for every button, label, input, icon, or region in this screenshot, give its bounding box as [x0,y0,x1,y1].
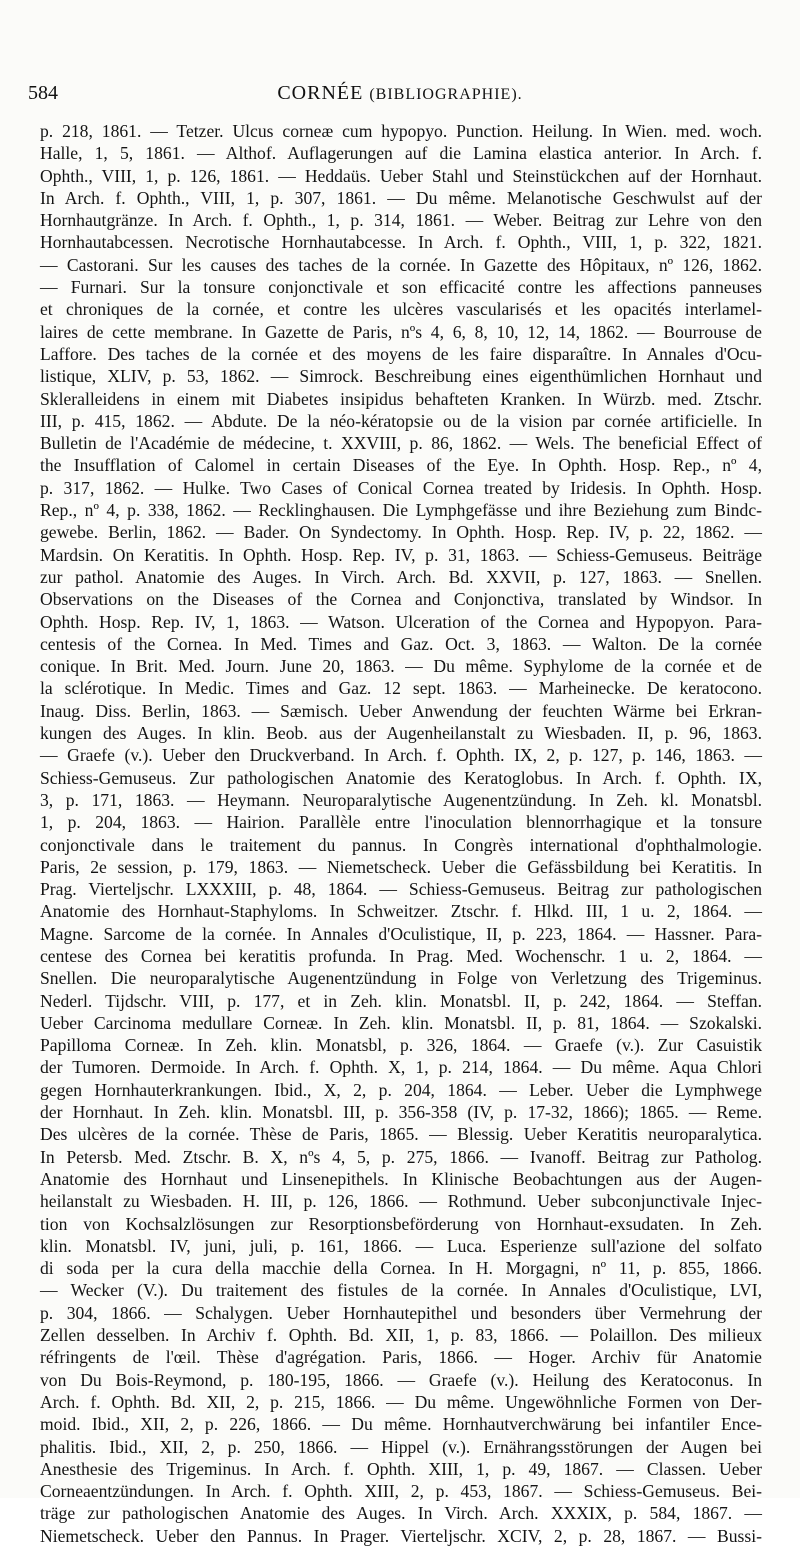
text-line: Prag. Vierteljschr. LXXXIII, p. 48, 1864. — Schiess-Gemuseus. Beitrag zur pathologischen [40,879,762,900]
text-line: conjonctivale dans le traitement du pannus. In Congrès international d'ophthalmologie. [40,834,762,855]
text-line: di soda per la cura della macchie della Cornea. In H. Morgagni, nº 11, p. 855, 1866. [40,1258,762,1279]
text-line: In Petersb. Med. Ztschr. B. X, nºs 4, 5, p. 275, 1866. — Ivanoff. Beitrag zur Patholog. [40,1146,762,1167]
text-line: kungen des Auges. In klin. Beob. aus der Augenheilanstalt zu Wiesbaden. II, p. 96, 1863. [40,723,762,744]
text-line: réfringents de l'œil. Thèse d'agrégation. Paris, 1866. — Hoger. Archiv für Anatomie [40,1347,762,1368]
text-line: Hornhautabcessen. Necrotische Hornhautabcesse. In Arch. f. Ophth., VIII, 1, p. 322, 1821. [40,232,762,253]
text-line: Laffore. Des taches de la cornée et des moyens de les faire disparaître. In Annales d'Ocu- [40,343,762,364]
bibliography-text [40,120,762,1547]
text-line: Paris, 2e session, p. 179, 1863. — Niemetscheck. Ueber die Gefässbildung bei Keratitis. In [40,856,762,877]
text-line: Hornhautgränze. In Arch. f. Ophth., 1, p. 314, 1861. — Weber. Beitrag zur Lehre von den [40,210,762,231]
text-line: heilanstalt zu Wiesbaden. H. III, p. 126, 1866. — Rothmund. Ueber subconjunctivale Injec- [40,1191,762,1212]
running-head-title: CORNÉE [277,82,364,104]
text-line: p. 317, 1862. — Hulke. Two Cases of Conical Cornea treated by Iridesis. In Ophth. Hosp. [40,477,762,498]
text-line: centese des Cornea bei keratitis profunda. In Prag. Med. Wochenschr. 1 u. 2, 1864. — [40,945,762,966]
text-line: Corneaentzündungen. In Arch. f. Ophth. XIII, 2, p. 453, 1867. — Schiess-Gemuseus. Bei- [40,1481,762,1502]
text-line: Mardsin. On Keratitis. In Ophth. Hosp. Rep. IV, p. 31, 1863. — Schiess-Gemuseus. Beiträge [40,544,762,565]
text-line: Ophth. Hosp. Rep. IV, 1, 1863. — Watson. Ulceration of the Cornea and Hypopyon. Para- [40,611,762,632]
text-line: Anatomie des Hornhaut-Staphyloms. In Schweitzer. Ztschr. f. Hlkd. III, 1 u. 2, 1864. — [40,901,762,922]
text-line: Snellen. Die neuroparalytische Augenentzündung in Folge von Verletzung des Trigeminus. [40,968,762,989]
text-line: laires de cette membrane. In Gazette de Paris, nºs 4, 6, 8, 10, 12, 14, 1862. — Bourrouse de [40,321,762,342]
text-line: Papilloma Corneæ. In Zeh. klin. Monatsbl, p. 326, 1864. — Graefe (v.). Zur Casuistik [40,1035,762,1056]
text-line: listique, XLIV, p. 53, 1862. — Simrock. Beschreibung eines eigenthümlichen Hornhaut und [40,366,762,387]
text-line: Skleralleidens in einem mit Diabetes insipidus behafteten Kranken. In Würzb. med. Ztschr. [40,388,762,409]
text-line: träge zur pathologischen Anatomie des Auges. In Virch. Arch. XXXIX, p. 584, 1867. — [40,1503,762,1524]
text-line: p. 218, 1861. — Tetzer. Ulcus corneæ cum hypopyo. Punction. Heilung. In Wien. med. woch. [40,121,762,141]
text-line: — Furnari. Sur la tonsure conjonctivale et son efficacité contre les affections panneuses [40,277,762,298]
running-head [28,82,772,105]
text-line: Rep., nº 4, p. 338, 1862. — Recklinghausen. Die Lymphgefässe und ihre Beziehung zum Bindc- [40,500,762,521]
text-line: Nederl. Tijdschr. VIII, p. 177, et in Zeh. klin. Monatsbl. II, p. 242, 1864. — Steffan. [40,990,762,1011]
text-line: III, p. 415, 1862. — Abdute. De la néo-kératopsie ou de la vision par cornée artificielle. In [40,410,762,431]
text-line: der Hornhaut. In Zeh. klin. Monatsbl. III, p. 356-358 (IV, p. 17-32, 1866); 1865. — Reme. [40,1102,762,1123]
text-line: Bulletin de l'Académie de médecine, t. XXVIII, p. 86, 1862. — Wels. The beneficial Effect of [40,433,762,454]
text-line: Halle, 1, 5, 1861. — Althof. Auflagerungen auf die Lamina elastica anterior. In Arch. f. [40,143,762,164]
text-line: — Graefe (v.). Ueber den Druckverband. In Arch. f. Ophth. IX, 2, p. 127, p. 146, 1863. — [40,745,762,766]
text-line: Niemetscheck. Ueber den Pannus. In Prager. Vierteljschr. XCIV, 2, p. 28, 1867. — Bussi- [40,1525,762,1546]
text-line: gegen Hornhauterkrankungen. Ibid., X, 2, p. 204, 1864. — Leber. Ueber die Lymphwege [40,1079,762,1100]
text-line: gewebe. Berlin, 1862. — Bader. On Syndectomy. In Ophth. Hosp. Rep. IV, p. 22, 1862. — [40,522,762,543]
text-line: Observations on the Diseases of the Cornea and Conjonctiva, translated by Windsor. In [40,589,762,610]
text-line: Des ulcères de la cornée. Thèse de Paris, 1865. — Blessig. Ueber Keratitis neuroparalytica. [40,1124,762,1145]
text-line: Magne. Sarcome de la cornée. In Annales d'Oculistique, II, p. 223, 1864. — Hassner. Para- [40,923,762,944]
text-line: Zellen desselben. In Archiv f. Ophth. Bd. XII, 1, p. 83, 1866. — Polaillon. Des milieux [40,1325,762,1346]
text-line: In Arch. f. Ophth., VIII, 1, p. 307, 1861. — Du même. Melanotische Geschwulst auf der [40,187,762,208]
page-number: 584 [28,82,58,104]
text-line: Ophth., VIII, 1, p. 126, 1861. — Heddaüs. Ueber Stahl und Steinstückchen auf der Hornhaut. [40,165,762,186]
text-line: conique. In Brit. Med. Journ. June 20, 1863. — Du même. Syphylome de la cornée et de [40,656,762,677]
text-line: klin. Monatsbl. IV, juni, juli, p. 161, 1866. — Luca. Esperienze sull'azione del solfato [40,1235,762,1256]
running-head-subtitle: (BIBLIOGRAPHIE). [369,86,523,103]
text-line: p. 304, 1866. — Schalygen. Ueber Hornhautepithel und besonders über Vermehrung der [40,1302,762,1323]
text-line: 1, p. 204, 1863. — Hairion. Parallèle entre l'inoculation blennorrhagique et la tonsure [40,812,762,833]
text-line: Inaug. Diss. Berlin, 1863. — Sæmisch. Ueber Anwendung der feuchten Wärme bei Erkran- [40,700,762,721]
text-line: la sclérotique. In Medic. Times and Gaz. 12 sept. 1863. — Marheinecke. De keratocono. [40,678,762,699]
text-line: Anesthesie des Trigeminus. In Arch. f. Ophth. XIII, 1, p. 49, 1867. — Classen. Ueber [40,1458,762,1479]
text-line: the Insufflation of Calomel in certain Diseases of the Eye. In Ophth. Hosp. Rep., nº 4, [40,455,762,476]
text-line: centesis of the Cornea. In Med. Times and Gaz. Oct. 3, 1863. — Walton. De la cornée [40,633,762,654]
text-line: Schiess-Gemuseus. Zur pathologischen Anatomie des Keratoglobus. In Arch. f. Ophth. IX, [40,767,762,788]
text-line: der Tumoren. Dermoide. In Arch. f. Ophth. X, 1, p. 214, 1864. — Du même. Aqua Chlori [40,1057,762,1078]
text-line: — Wecker (V.). Du traitement des fistules de la cornée. In Annales d'Oculistique, LVI, [40,1280,762,1301]
text-line: et chroniques de la cornée, et contre les ulcères vascularisés et les opacités interlamel- [40,299,762,320]
text-line: Ueber Carcinoma medullare Corneæ. In Zeh. klin. Monatsbl. II, p. 81, 1864. — Szokalski. [40,1012,762,1033]
text-line: — Castorani. Sur les causes des taches de la cornée. In Gazette des Hôpitaux, nº 126, 1862. [40,254,762,275]
text-line: phalitis. Ibid., XII, 2, p. 250, 1866. — Hippel (v.). Ernährangsstörungen der Augen bei [40,1436,762,1457]
text-line: von Du Bois-Reymond, p. 180-195, 1866. — Graefe (v.). Heilung des Keratoconus. In [40,1369,762,1390]
page-header [28,82,772,112]
text-line: Anatomie des Hornhaut und Linsenepithels. In Klinische Beobachtungen aus der Augen- [40,1168,762,1189]
text-line: 3, p. 171, 1863. — Heymann. Neuroparalytische Augenentzündung. In Zeh. kl. Monatsbl. [40,789,762,810]
text-line: tion von Kochsalzlösungen zur Resorptionsbeförderung von Hornhaut-exsudaten. In Zeh. [40,1213,762,1234]
text-line: zur pathol. Anatomie des Auges. In Virch. Arch. Bd. XXVII, p. 127, 1863. — Snellen. [40,566,762,587]
text-line: moid. Ibid., XII, 2, p. 226, 1866. — Du même. Hornhautverchwärung bei infantiler Ence- [40,1414,762,1435]
text-line: Arch. f. Ophth. Bd. XII, 2, p. 215, 1866. — Du même. Ungewöhnliche Formen von Der- [40,1391,762,1412]
